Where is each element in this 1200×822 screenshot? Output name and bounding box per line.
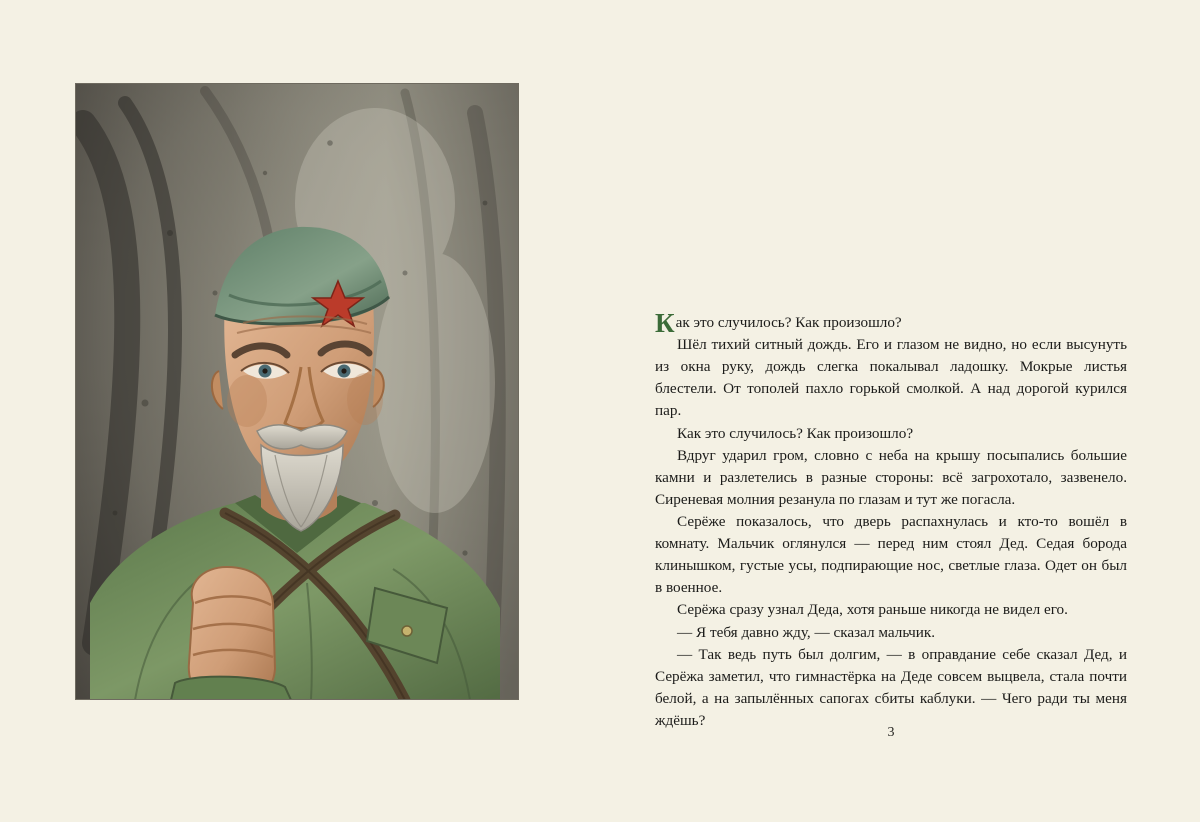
paragraph-4: Вдруг ударил гром, словно с неба на крышу посыпались большие камни и разлетелись в разные стороны: всё загрохотало, зазвенело. Сиреневая молния резанула по глазам и тут же погасла. xyxy=(655,446,1127,508)
illustration-artwork xyxy=(75,83,519,700)
paragraph-3: Как это случилось? Как произошло? xyxy=(677,424,914,442)
paragraph-1 xyxy=(655,308,1127,338)
paragraph-7: — Я тебя давно жду, — сказал мальчик. xyxy=(677,623,936,641)
soldier-portrait-illustration xyxy=(75,83,519,700)
paragraph-6: Серёжа сразу узнал Деда, хотя раньше никогда не видел его. xyxy=(677,601,1068,619)
drop-cap-letter: К xyxy=(655,308,675,338)
paragraph-5: Серёже показалось, что дверь распахнулась и кто-то вошёл в комнату. Мальчик оглянулся — перед ним стоял Дед. Седая борода клинышком, густые усы, подпирающие нос, светлые глаза. Одет он был в военное. xyxy=(655,512,1127,597)
paragraph-8: — Так ведь путь был долгим, — в оправдание себе сказал Дед, и Серёжа заметил, что гимнастёрка на Деде совсем выцвела, стала почти белой, а на запылённых сапогах сбиты каблуки. — Чего ради ты меня ждёшь? xyxy=(655,645,1127,729)
page-number: 3 xyxy=(887,725,895,740)
story-text xyxy=(655,308,1127,732)
page-body-text xyxy=(655,308,1127,732)
paragraph-1-text: ак это случилось? Как произошло? xyxy=(675,314,902,331)
paragraph-2: Шёл тихий ситный дождь. Его и глазом не видно, но если высунуть из окна руку, дождь слегка покалывал ладошку. Мокрые листья блестели. От тополей пахло горькой смолкой. А над дорогой курился пар. xyxy=(655,336,1127,420)
